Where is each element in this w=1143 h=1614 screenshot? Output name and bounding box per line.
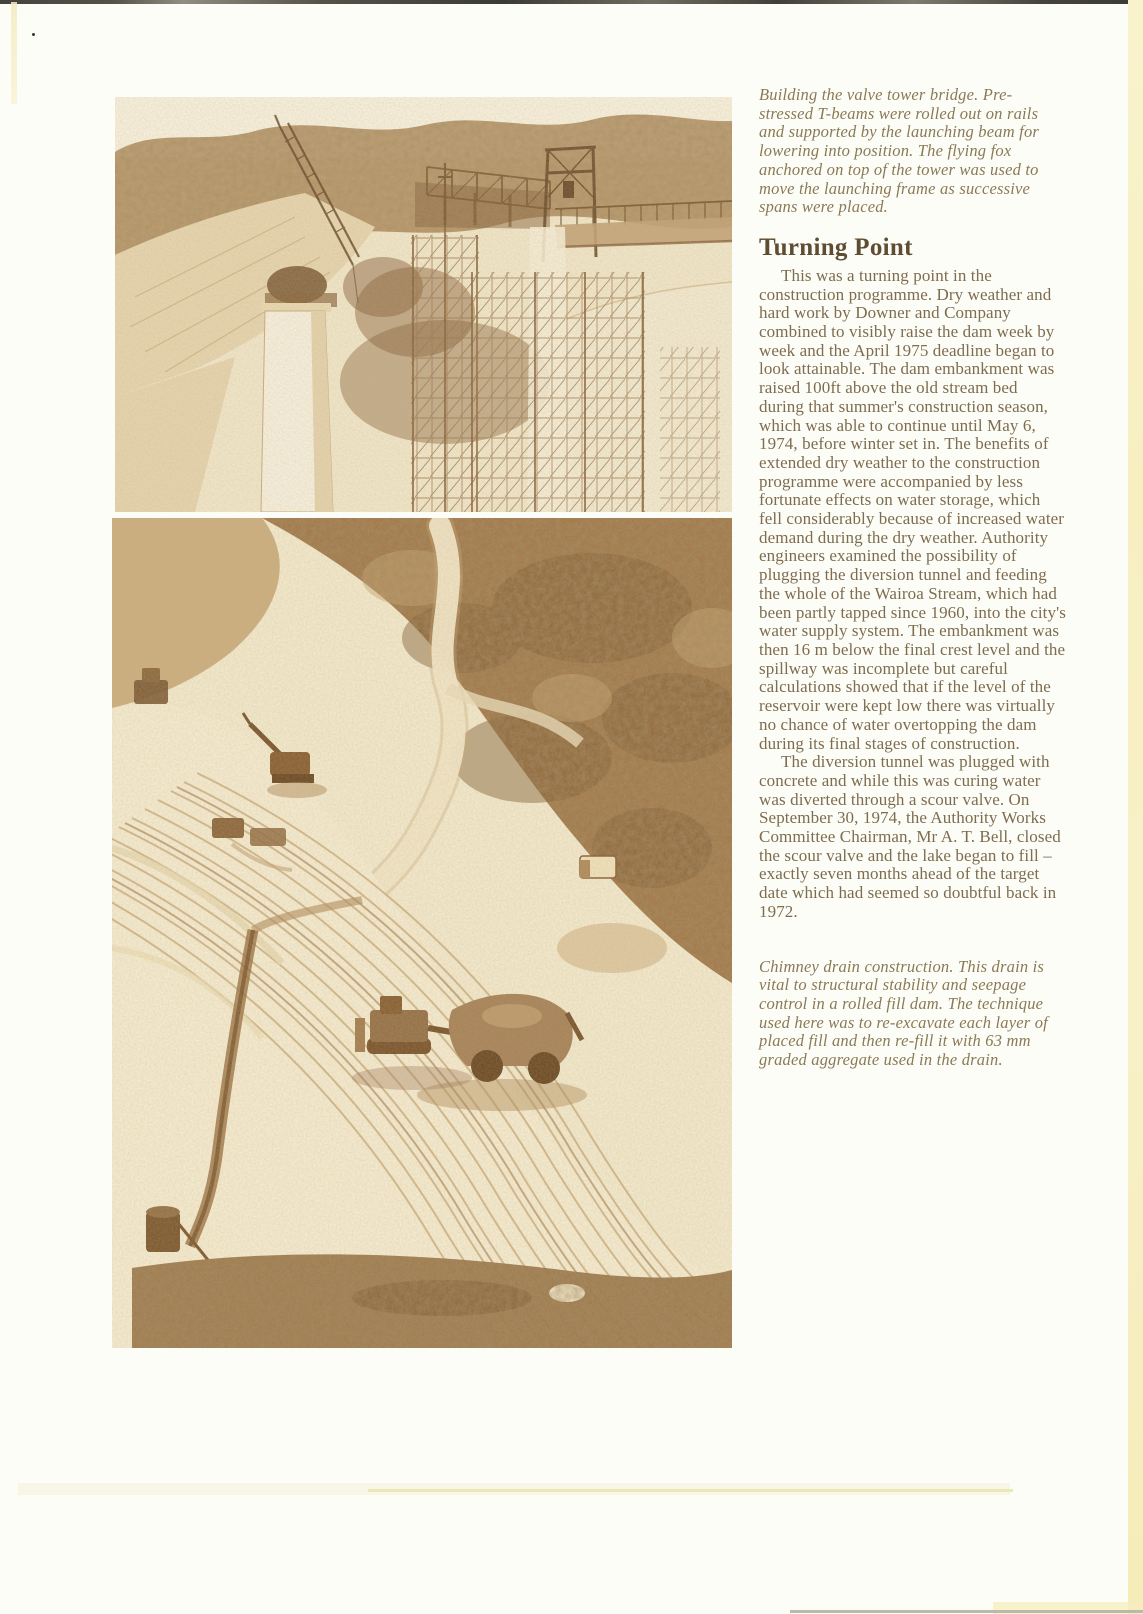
scan-bottom-edge	[790, 1610, 1143, 1613]
scan-speck	[32, 33, 35, 36]
scan-left-streak	[11, 2, 17, 104]
valve-tower-bridge-illustration	[115, 97, 732, 512]
chimney-drain-illustration	[112, 518, 732, 1348]
text-column	[759, 86, 1066, 1070]
photo-caption-bottom: Chimney drain construction. This drain is vital to structural stability and seepage control in a rolled fill dam. The technique used here was to re-excavate each layer of placed fill and then re-fill it with 63 mm graded aggregate used in the drain.	[759, 956, 1048, 1070]
body-paragraph-1: This was a turning point in the construction programme. Dry weather and hard work by Downer and Company combined to visibly raise the dam week by week and the April 1975 deadline began to look attainable. The dam embankment was raised 100ft above the old stream bed during that summer's construction season, which was able to continue until May 6, 1974, before winter set in. The benefits of extended dry weather to the construction programme were accompanied by less fortunate effects on water storage, which fell considerably because of increased water demand during the dry weather. Authority engineers examined the possibility of plugging the diversion tunnel and feeding the whole of the Wairoa Stream, which had been partly tapped since 1960, into the city's water supply system. The embankment was then 16 m below the final crest level and the spillway was incomplete but careful calculations showed that if the level of the reservoir were kept low there was virtually no chance of water overtopping the dam during its final stages of construction.	[759, 265, 1066, 753]
chimney-drain-photo	[112, 518, 732, 1348]
photo-caption-top: Building the valve tower bridge. Pre-stressed T-beams were rolled out on rails and supported by the launching beam for lowering into position. The flying fox anchored on top of the tower was used to move the launching frame as successive spans were placed.	[759, 85, 1040, 217]
scan-top-edge	[0, 0, 1143, 4]
scan-right-edge-strip	[1128, 0, 1143, 1614]
valve-tower-bridge-photo	[115, 97, 732, 512]
section-heading: Turning Point	[759, 233, 913, 261]
body-paragraph-2: The diversion tunnel was plugged with concrete and while this was curing water was diverted through a scour valve. On September 30, 1974, the Authority Works Committee Chairman, Mr A. T. Bell, closed the scour valve and the lake began to fill – exactly seven months ahead of the target date which had seemed so doubtful back in 1972.	[759, 752, 1061, 921]
scan-mid-band-line	[368, 1489, 1013, 1492]
